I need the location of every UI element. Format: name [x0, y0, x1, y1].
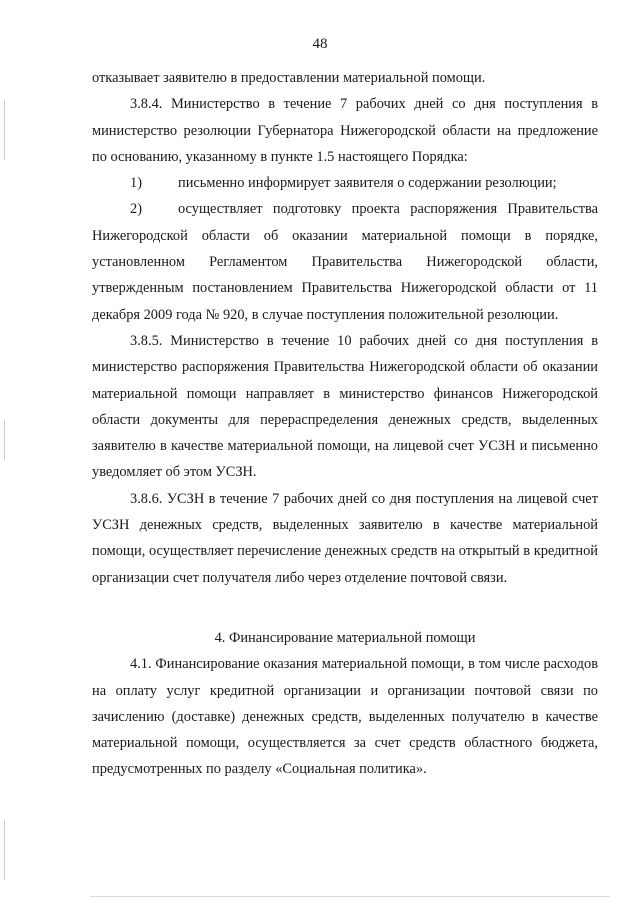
document-body — [92, 65, 598, 783]
list-item-1 — [92, 170, 598, 196]
paragraph-continuation: отказывает заявителю в предоставлении материальной помощи. — [92, 70, 486, 86]
section-gap — [92, 591, 598, 625]
scan-edge-mark — [4, 100, 5, 160]
list-text: осуществляет подготовку проекта распоряжения Правительства Нижегородской области об оказании материальной помощи в порядке, установленном Регламентом Правительства Нижегородской области, утвержденным постановлением Правительства Нижегородской области от 11 декабря 2009 года № 920, в случае поступления положительной резолюции. — [92, 201, 598, 323]
scan-edge-mark — [4, 420, 5, 460]
paragraph-3-8-6: 3.8.6. УСЗН в течение 7 рабочих дней со дня поступления на лицевой счет УСЗН денежных средств, выделенных заявителю в качестве материальной помощи, осуществляет перечисление денежных средств на открытый в кредитной организации счет получателя либо через отделение почтовой связи. — [92, 490, 598, 586]
page-number: 48 — [312, 36, 328, 52]
paragraph-3-8-5: 3.8.5. Министерство в течение 10 рабочих дней со дня поступления в министерство распоряжения Правительства Нижегородской области об оказании материальной помощи направляет в министерство финансов Нижегородской области документы для перераспределения денежных средств, выделенных заявителю в качестве материальной помощи, на лицевой счет УСЗН и письменно уведомляет об этом УСЗН. — [92, 332, 598, 481]
list-item-2 — [92, 196, 598, 327]
list-number: 2) — [130, 201, 142, 218]
section-heading: 4. Финансирование материальной помощи — [214, 629, 476, 646]
scan-bottom-edge — [90, 896, 610, 897]
list-number: 1) — [130, 175, 142, 192]
scan-edge-mark — [4, 820, 5, 880]
paragraph-4-1: 4.1. Финансирование оказания материальной помощи, в том числе расходов на оплату услуг кредитной организации и организации почтовой связи по зачислению (доставке) денежных средств, выделенных получателю в качестве материальной помощи, осуществляется за счет средств областного бюджета, предусмотренных по разделу «Социальная политика». — [92, 656, 598, 778]
list-text: письменно информирует заявителя о содержании резолюции; — [178, 175, 557, 192]
paragraph-3-8-4: 3.8.4. Министерство в течение 7 рабочих дней со дня поступления в министерство резолюции Губернатора Нижегородской области на предложение по основанию, указанному в пункте 1.5 настоящего Порядка: — [92, 96, 598, 165]
